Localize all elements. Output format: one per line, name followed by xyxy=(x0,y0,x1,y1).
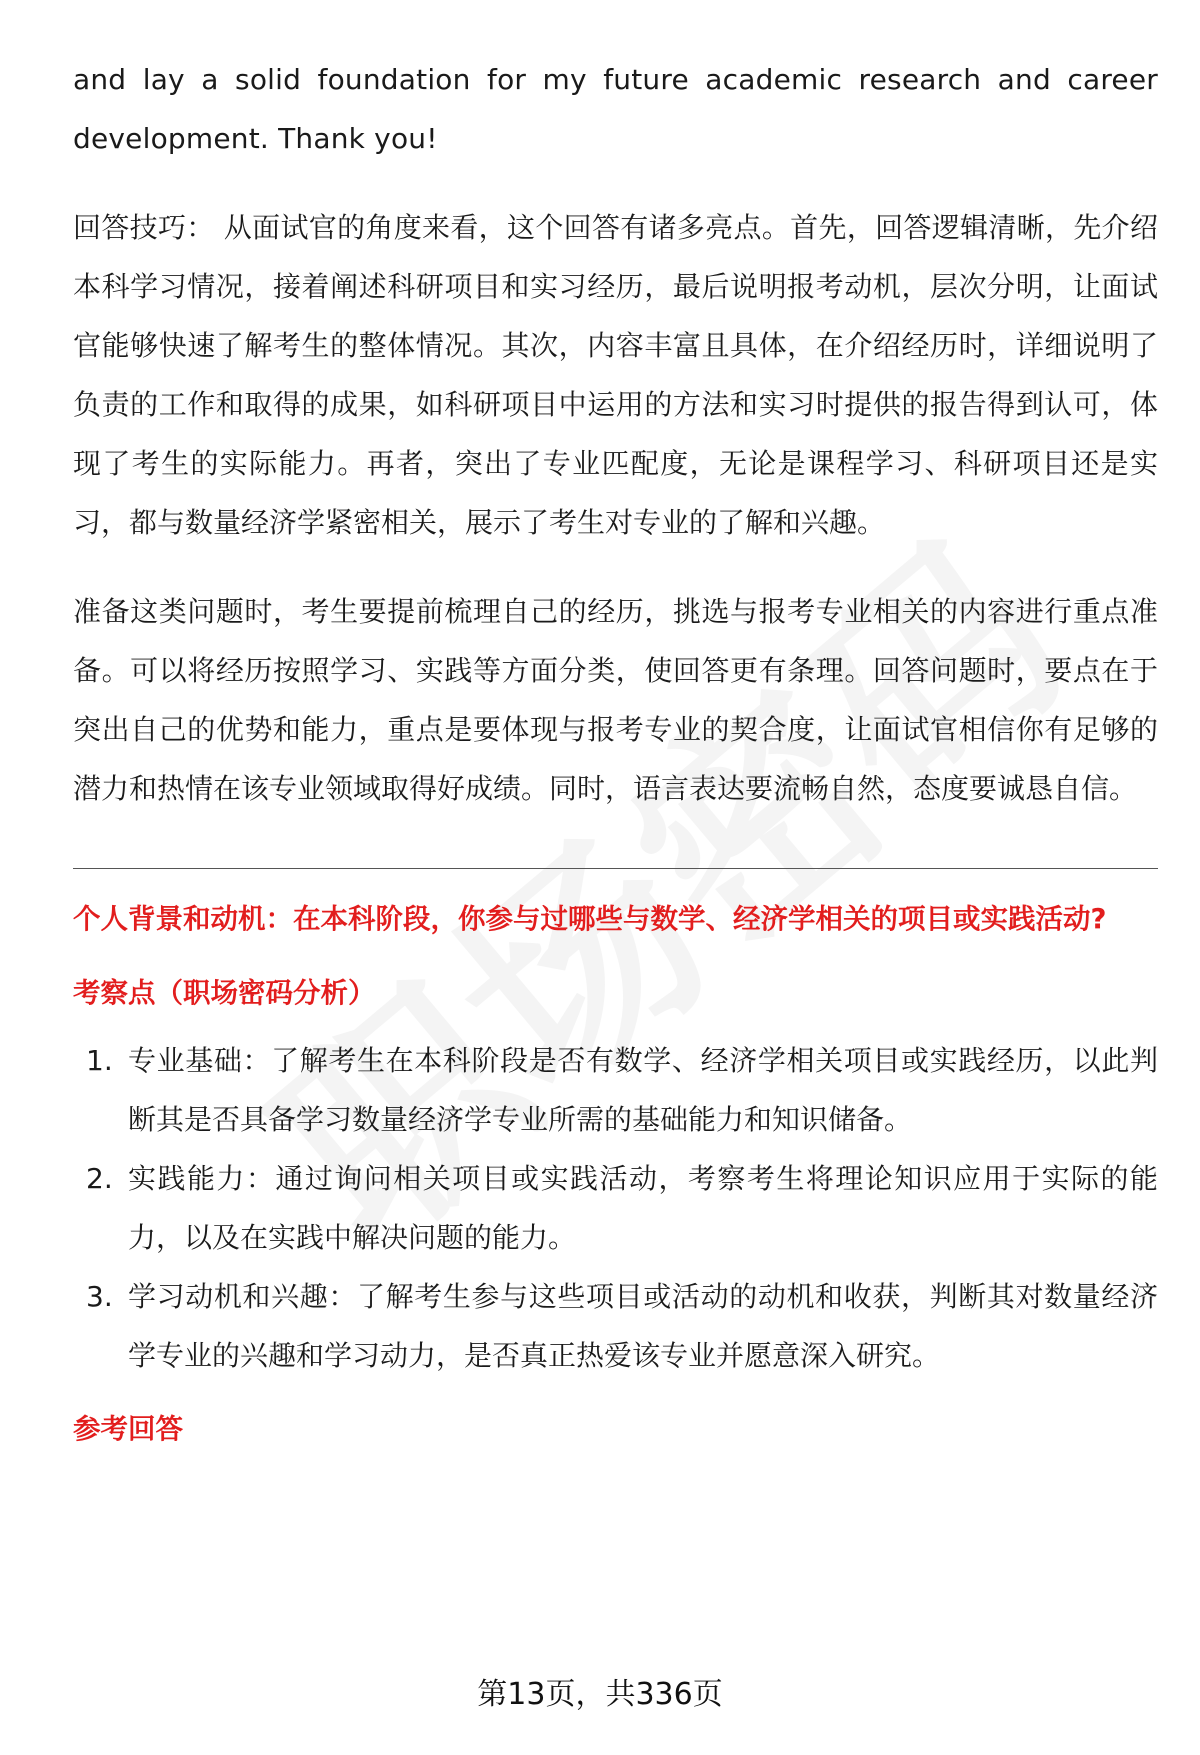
section-divider xyxy=(73,868,1158,869)
assessment-points-heading: 考察点（职场密码分析） xyxy=(73,977,376,1009)
list-item-number: 3. xyxy=(86,1280,113,1313)
list-item-text: 学习动机和兴趣：了解考生参与这些项目或活动的动机和收获，判断其对数量经济学专业的兴趣和学习动力，是否真正热爱该专业并愿意深入研究。 xyxy=(128,1280,1158,1372)
preparation-paragraph: 准备这类问题时，考生要提前梳理自己的经历，挑选与报考专业相关的内容进行重点准备。可以将经历按照学习、实践等方面分类，使回答更有条理。回答问题时，要点在于突出自己的优势和能力，重点是要体现与报考专业的契合度，让面试官相信你有足够的潜力和热情在该专业领域取得好成绩。同时，语言表达要流畅自然，态度要诚恳自信。 xyxy=(73,595,1158,805)
list-item-text: 专业基础：了解考生在本科阶段是否有数学、经济学相关项目或实践经历，以此判断其是否具备学习数量经济学专业所需的基础能力和知识储备。 xyxy=(128,1044,1158,1136)
list-item xyxy=(73,1267,1158,1385)
reference-answer-heading: 参考回答 xyxy=(73,1413,183,1445)
page-footer xyxy=(0,1675,1200,1715)
page-number: 第13页，共336页 xyxy=(471,1677,728,1712)
list-item-number: 2. xyxy=(86,1162,113,1195)
page-content xyxy=(73,50,1158,1449)
question-title: 个人背景和动机：在本科阶段，你参与过哪些与数学、经济学相关的项目或实践活动? xyxy=(73,903,1107,935)
list-item xyxy=(73,1149,1158,1267)
answer-tips-paragraph: 回答技巧： 从面试官的角度来看，这个回答有诸多亮点。首先，回答逻辑清晰，先介绍本科学习情况，接着阐述科研项目和实习经历，最后说明报考动机，层次分明，让面试官能够快速了解考生的整体情况。其次，内容丰富且具体，在介绍经历时，详细说明了负责的工作和取得的成果，如科研项目中运用的方法和实习时提供的报告得到认可，体现了考生的实际能力。再者，突出了专业匹配度，无论是课程学习、科研项目还是实习，都与数量经济学紧密相关，展示了考生对专业的了解和兴趣。 xyxy=(73,211,1158,539)
list-item xyxy=(73,1031,1158,1149)
list-item-number: 1. xyxy=(86,1044,113,1077)
assessment-points-list xyxy=(73,1031,1158,1385)
intro-paragraph: and lay a solid foundation for my future academic research and career development. Thank you! xyxy=(73,63,1158,155)
list-item-text: 实践能力：通过询问相关项目或实践活动，考察考生将理论知识应用于实际的能力，以及在实践中解决问题的能力。 xyxy=(128,1162,1158,1254)
